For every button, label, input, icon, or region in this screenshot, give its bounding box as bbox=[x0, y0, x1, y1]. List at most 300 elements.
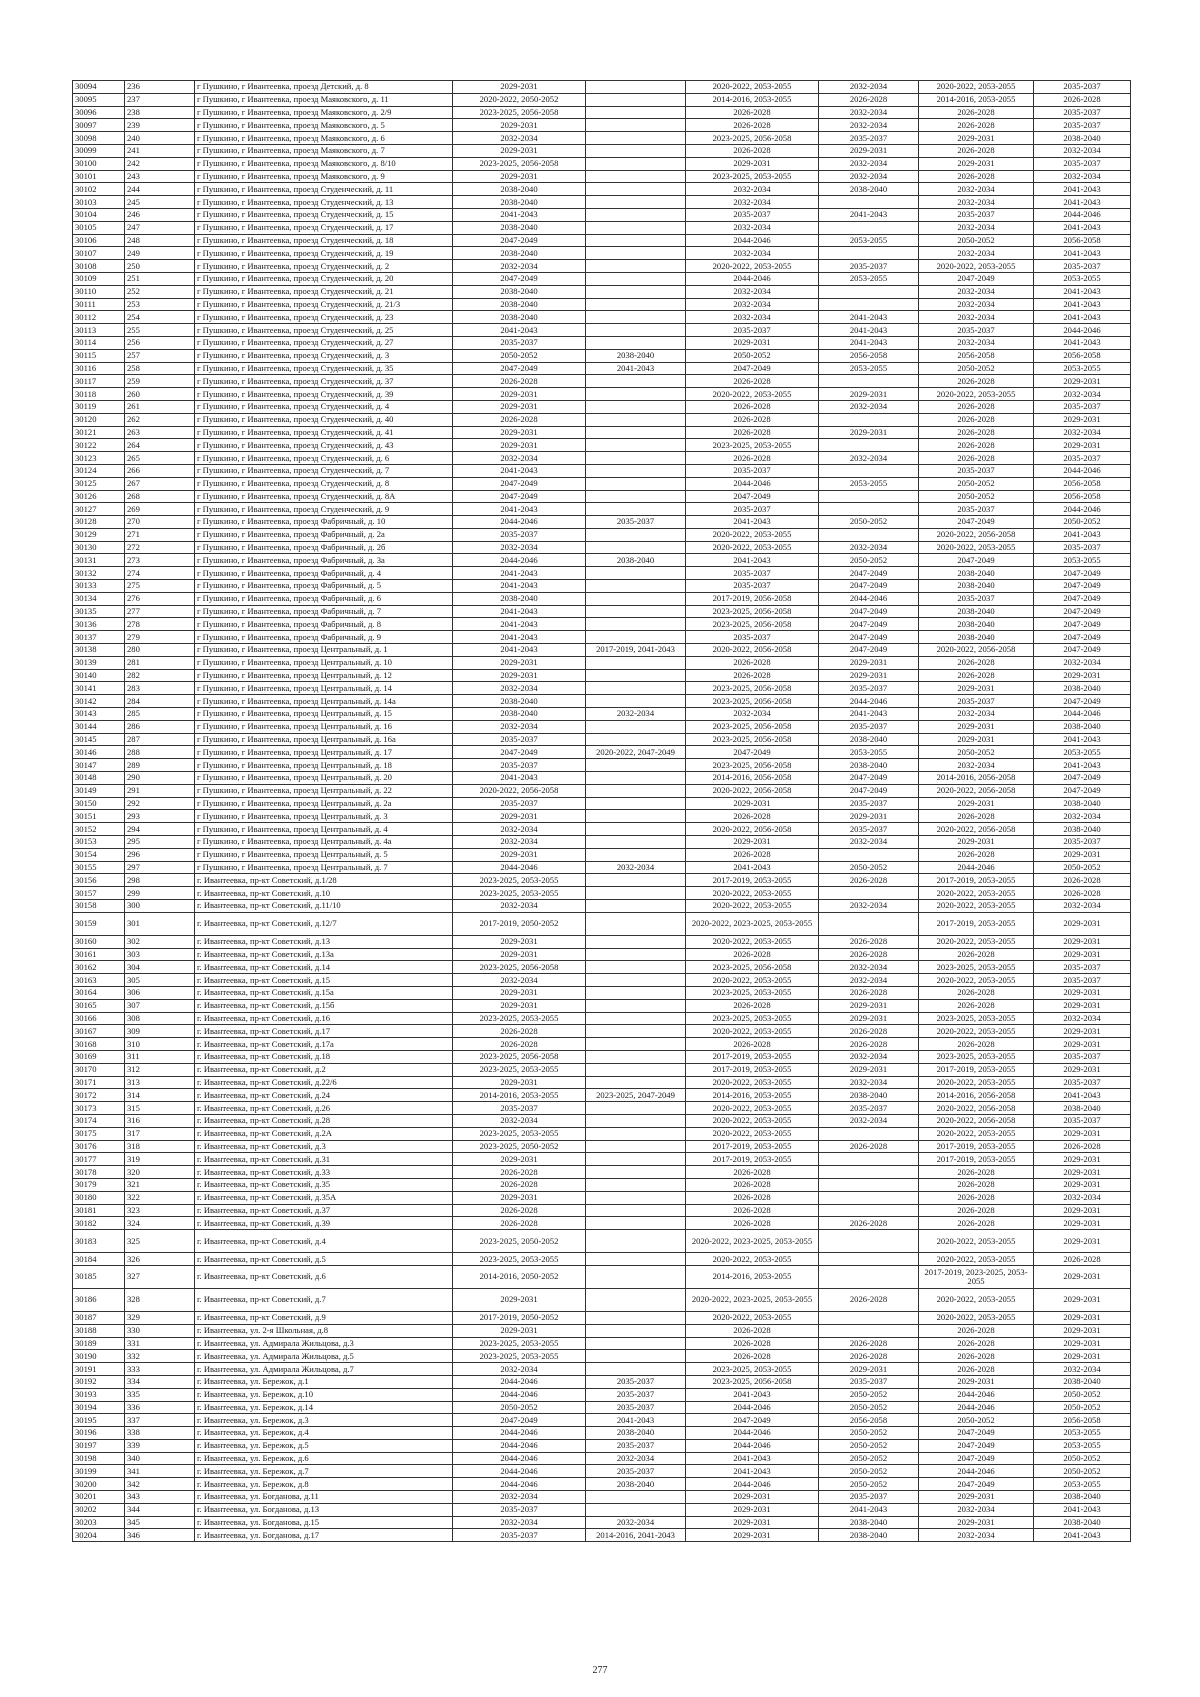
cell-id: 30193 bbox=[73, 1388, 125, 1401]
cell-addr: г. Ивантеевка, пр-кт Советский, д.35 bbox=[195, 1178, 453, 1191]
cell-n: 308 bbox=[125, 1012, 195, 1025]
table-row bbox=[73, 999, 1131, 1012]
cell-n: 255 bbox=[125, 324, 195, 337]
cell-addr: г. Ивантеевка, пр-кт Советский, д.14 bbox=[195, 961, 453, 974]
cell-c1: 2047-2049 bbox=[453, 362, 586, 375]
cell-c3: 2026-2028 bbox=[686, 1217, 819, 1230]
cell-addr: г Пушкино, г Ивантеевка, проезд Центральный, д. 1 bbox=[195, 644, 453, 657]
cell-id: 30204 bbox=[73, 1529, 125, 1542]
cell-c5: 2029-2031 bbox=[919, 682, 1034, 695]
cell-c5: 2026-2028 bbox=[919, 1337, 1034, 1350]
cell-c4: 2032-2034 bbox=[819, 106, 919, 119]
cell-id: 30194 bbox=[73, 1401, 125, 1414]
cell-addr: г Пушкино, г Ивантеевка, проезд Студенческий, д. 8 bbox=[195, 477, 453, 490]
cell-n: 249 bbox=[125, 247, 195, 260]
cell-c3: 2035-2037 bbox=[686, 208, 819, 221]
cell-c2 bbox=[586, 388, 686, 401]
table-body bbox=[73, 81, 1131, 1542]
cell-c2 bbox=[586, 1230, 686, 1253]
cell-id: 30179 bbox=[73, 1178, 125, 1191]
cell-c3: 2026-2028 bbox=[686, 948, 819, 961]
cell-c4 bbox=[819, 285, 919, 298]
cell-n: 298 bbox=[125, 874, 195, 887]
cell-c3: 2041-2043 bbox=[686, 1465, 819, 1478]
cell-c5: 2026-2028 bbox=[919, 400, 1034, 413]
cell-n: 337 bbox=[125, 1414, 195, 1427]
cell-c4: 2029-2031 bbox=[819, 144, 919, 157]
cell-c6: 2029-2031 bbox=[1034, 935, 1131, 948]
cell-id: 30107 bbox=[73, 247, 125, 260]
cell-n: 282 bbox=[125, 669, 195, 682]
cell-c3: 2026-2028 bbox=[686, 144, 819, 157]
cell-c5: 2020-2022, 2053-2055 bbox=[919, 1076, 1034, 1089]
cell-c6: 2041-2043 bbox=[1034, 285, 1131, 298]
cell-c4: 2056-2058 bbox=[819, 1414, 919, 1427]
cell-id: 30102 bbox=[73, 183, 125, 196]
cell-c3: 2026-2028 bbox=[686, 400, 819, 413]
cell-id: 30160 bbox=[73, 935, 125, 948]
cell-c1: 2044-2046 bbox=[453, 1465, 586, 1478]
cell-n: 276 bbox=[125, 592, 195, 605]
cell-id: 30159 bbox=[73, 912, 125, 935]
cell-c1: 2032-2034 bbox=[453, 452, 586, 465]
cell-id: 30176 bbox=[73, 1140, 125, 1153]
cell-c4: 2035-2037 bbox=[819, 260, 919, 273]
cell-c6: 2035-2037 bbox=[1034, 81, 1131, 94]
cell-c1: 2029-2031 bbox=[453, 81, 586, 94]
cell-c6: 2041-2043 bbox=[1034, 528, 1131, 541]
cell-c1: 2047-2049 bbox=[453, 234, 586, 247]
cell-c4: 2026-2028 bbox=[819, 1025, 919, 1038]
cell-addr: г Пушкино, г Ивантеевка, проезд Маяковского, д. 6 bbox=[195, 132, 453, 145]
cell-c5: 2026-2028 bbox=[919, 1217, 1034, 1230]
cell-c2 bbox=[586, 631, 686, 644]
cell-c3: 2032-2034 bbox=[686, 196, 819, 209]
cell-addr: г Пушкино, г Ивантеевка, проезд Центральный, д. 18 bbox=[195, 759, 453, 772]
cell-c5: 2032-2034 bbox=[919, 196, 1034, 209]
cell-id: 30190 bbox=[73, 1350, 125, 1363]
cell-c5: 2032-2034 bbox=[919, 708, 1034, 721]
cell-c1: 2029-2031 bbox=[453, 848, 586, 861]
cell-c3: 2020-2022, 2053-2055 bbox=[686, 1025, 819, 1038]
cell-c3: 2026-2028 bbox=[686, 656, 819, 669]
table-row bbox=[73, 682, 1131, 695]
cell-id: 30202 bbox=[73, 1503, 125, 1516]
cell-id: 30109 bbox=[73, 272, 125, 285]
cell-id: 30192 bbox=[73, 1375, 125, 1388]
cell-addr: г. Ивантеевка, пр-кт Советский, д.13а bbox=[195, 948, 453, 961]
cell-id: 30158 bbox=[73, 900, 125, 913]
table-row bbox=[73, 1452, 1131, 1465]
cell-c5: 2020-2022, 2056-2058 bbox=[919, 528, 1034, 541]
cell-id: 30127 bbox=[73, 503, 125, 516]
cell-c5: 2020-2022, 2056-2058 bbox=[919, 1102, 1034, 1115]
table-row bbox=[73, 170, 1131, 183]
cell-c1: 2041-2043 bbox=[453, 605, 586, 618]
cell-id: 30198 bbox=[73, 1452, 125, 1465]
cell-c3: 2044-2046 bbox=[686, 1401, 819, 1414]
table-row bbox=[73, 1102, 1131, 1115]
cell-c6: 2032-2034 bbox=[1034, 388, 1131, 401]
cell-c4: 2050-2052 bbox=[819, 861, 919, 874]
cell-c4: 2029-2031 bbox=[819, 656, 919, 669]
cell-c2 bbox=[586, 1253, 686, 1266]
cell-c3: 2044-2046 bbox=[686, 1427, 819, 1440]
table-row bbox=[73, 912, 1131, 935]
cell-c5: 2014-2016, 2056-2058 bbox=[919, 772, 1034, 785]
table-row bbox=[73, 477, 1131, 490]
cell-c4: 2041-2043 bbox=[819, 336, 919, 349]
cell-addr: г Пушкино, г Ивантеевка, проезд Фабричный, д. 6 bbox=[195, 592, 453, 605]
cell-c6: 2047-2049 bbox=[1034, 631, 1131, 644]
table-row bbox=[73, 234, 1131, 247]
cell-id: 30131 bbox=[73, 554, 125, 567]
cell-c3: 2023-2025, 2056-2058 bbox=[686, 605, 819, 618]
cell-c2: 2038-2040 bbox=[586, 554, 686, 567]
cell-addr: г. Ивантеевка, пр-кт Советский, д.3 bbox=[195, 1140, 453, 1153]
cell-id: 30103 bbox=[73, 196, 125, 209]
cell-c4: 2029-2031 bbox=[819, 669, 919, 682]
cell-n: 332 bbox=[125, 1350, 195, 1363]
cell-c3: 2020-2022, 2023-2025, 2053-2055 bbox=[686, 1230, 819, 1253]
cell-c4: 2050-2052 bbox=[819, 1401, 919, 1414]
cell-c4: 2047-2049 bbox=[819, 618, 919, 631]
cell-addr: г Пушкино, г Ивантеевка, проезд Фабричный, д. 7 bbox=[195, 605, 453, 618]
cell-addr: г Пушкино, г Ивантеевка, проезд Студенческий, д. 13 bbox=[195, 196, 453, 209]
table-row bbox=[73, 784, 1131, 797]
page-number: 277 bbox=[592, 1665, 608, 1676]
cell-c6: 2053-2055 bbox=[1034, 272, 1131, 285]
cell-c4: 2035-2037 bbox=[819, 1491, 919, 1504]
cell-c2 bbox=[586, 1114, 686, 1127]
cell-c5: 2047-2049 bbox=[919, 1439, 1034, 1452]
cell-c1: 2035-2037 bbox=[453, 1503, 586, 1516]
cell-c4: 2041-2043 bbox=[819, 324, 919, 337]
cell-c5: 2017-2019, 2053-2055 bbox=[919, 874, 1034, 887]
cell-addr: г. Ивантеевка, пр-кт Советский, д.15 bbox=[195, 974, 453, 987]
cell-n: 237 bbox=[125, 93, 195, 106]
cell-c2 bbox=[586, 733, 686, 746]
cell-c5: 2032-2034 bbox=[919, 759, 1034, 772]
cell-c1: 2038-2040 bbox=[453, 695, 586, 708]
cell-c2 bbox=[586, 900, 686, 913]
cell-id: 30137 bbox=[73, 631, 125, 644]
cell-c4 bbox=[819, 1178, 919, 1191]
cell-id: 30141 bbox=[73, 682, 125, 695]
cell-addr: г. Ивантеевка, пр-кт Советский, д.10 bbox=[195, 887, 453, 900]
cell-id: 30140 bbox=[73, 669, 125, 682]
cell-c1: 2035-2037 bbox=[453, 528, 586, 541]
cell-c5: 2020-2022, 2053-2055 bbox=[919, 1230, 1034, 1253]
table-row bbox=[73, 631, 1131, 644]
cell-c6: 2053-2055 bbox=[1034, 362, 1131, 375]
cell-c2 bbox=[586, 375, 686, 388]
cell-c4: 2038-2040 bbox=[819, 1516, 919, 1529]
cell-addr: г. Ивантеевка, ул. Бережок, д.3 bbox=[195, 1414, 453, 1427]
cell-c2 bbox=[586, 324, 686, 337]
cell-c3: 2023-2025, 2056-2058 bbox=[686, 759, 819, 772]
cell-c3: 2026-2028 bbox=[686, 1166, 819, 1179]
table-row bbox=[73, 618, 1131, 631]
cell-n: 241 bbox=[125, 144, 195, 157]
cell-n: 330 bbox=[125, 1324, 195, 1337]
table-row bbox=[73, 1288, 1131, 1311]
cell-id: 30108 bbox=[73, 260, 125, 273]
cell-c2: 2035-2037 bbox=[586, 1465, 686, 1478]
cell-n: 312 bbox=[125, 1063, 195, 1076]
table-row bbox=[73, 1076, 1131, 1089]
cell-id: 30115 bbox=[73, 349, 125, 362]
cell-c4: 2050-2052 bbox=[819, 1427, 919, 1440]
cell-c2 bbox=[586, 1076, 686, 1089]
cell-c5: 2050-2052 bbox=[919, 746, 1034, 759]
table-row bbox=[73, 720, 1131, 733]
cell-addr: г Пушкино, г Ивантеевка, проезд Студенческий, д. 20 bbox=[195, 272, 453, 285]
cell-c4: 2038-2040 bbox=[819, 759, 919, 772]
cell-n: 326 bbox=[125, 1253, 195, 1266]
cell-n: 289 bbox=[125, 759, 195, 772]
cell-c1: 2044-2046 bbox=[453, 1452, 586, 1465]
cell-c2 bbox=[586, 490, 686, 503]
cell-c6: 2029-2031 bbox=[1034, 439, 1131, 452]
cell-c5: 2026-2028 bbox=[919, 1178, 1034, 1191]
cell-c1: 2047-2049 bbox=[453, 272, 586, 285]
cell-c6: 2056-2058 bbox=[1034, 477, 1131, 490]
cell-c4: 2050-2052 bbox=[819, 1465, 919, 1478]
cell-c3: 2041-2043 bbox=[686, 1388, 819, 1401]
cell-c1: 2026-2028 bbox=[453, 1178, 586, 1191]
cell-n: 283 bbox=[125, 682, 195, 695]
cell-addr: г. Ивантеевка, пр-кт Советский, д.17а bbox=[195, 1038, 453, 1051]
table-row bbox=[73, 516, 1131, 529]
cell-c3: 2047-2049 bbox=[686, 490, 819, 503]
cell-n: 306 bbox=[125, 986, 195, 999]
cell-c6: 2050-2052 bbox=[1034, 861, 1131, 874]
cell-c5: 2020-2022, 2053-2055 bbox=[919, 388, 1034, 401]
cell-n: 305 bbox=[125, 974, 195, 987]
cell-c4 bbox=[819, 1230, 919, 1253]
cell-c5: 2020-2022, 2056-2058 bbox=[919, 1114, 1034, 1127]
cell-addr: г Пушкино, г Ивантеевка, проезд Фабричный, д. 8 bbox=[195, 618, 453, 631]
cell-n: 293 bbox=[125, 810, 195, 823]
cell-c3: 2023-2025, 2053-2055 bbox=[686, 986, 819, 999]
cell-id: 30185 bbox=[73, 1265, 125, 1288]
table-row bbox=[73, 1253, 1131, 1266]
cell-c3: 2032-2034 bbox=[686, 221, 819, 234]
table-row bbox=[73, 656, 1131, 669]
cell-c6: 2053-2055 bbox=[1034, 1439, 1131, 1452]
cell-c6: 2029-2031 bbox=[1034, 1288, 1131, 1311]
table-row bbox=[73, 336, 1131, 349]
cell-c1: 2023-2025, 2053-2055 bbox=[453, 1337, 586, 1350]
cell-c1: 2035-2037 bbox=[453, 1529, 586, 1542]
cell-c1: 2047-2049 bbox=[453, 490, 586, 503]
cell-c1: 2023-2025, 2053-2055 bbox=[453, 1253, 586, 1266]
cell-c6: 2032-2034 bbox=[1034, 1363, 1131, 1376]
cell-c4: 2026-2028 bbox=[819, 1288, 919, 1311]
cell-c6: 2047-2049 bbox=[1034, 605, 1131, 618]
cell-c6: 2029-2031 bbox=[1034, 986, 1131, 999]
cell-c3: 2017-2019, 2053-2055 bbox=[686, 1050, 819, 1063]
table-row bbox=[73, 157, 1131, 170]
cell-id: 30197 bbox=[73, 1439, 125, 1452]
cell-c4: 2038-2040 bbox=[819, 183, 919, 196]
cell-n: 239 bbox=[125, 119, 195, 132]
cell-c1: 2044-2046 bbox=[453, 1439, 586, 1452]
cell-c5: 2026-2028 bbox=[919, 1191, 1034, 1204]
cell-c5: 2020-2022, 2053-2055 bbox=[919, 935, 1034, 948]
table-row bbox=[73, 746, 1131, 759]
cell-id: 30136 bbox=[73, 618, 125, 631]
cell-n: 252 bbox=[125, 285, 195, 298]
cell-c1: 2023-2025, 2053-2055 bbox=[453, 1127, 586, 1140]
cell-id: 30155 bbox=[73, 861, 125, 874]
cell-c6: 2038-2040 bbox=[1034, 132, 1131, 145]
cell-addr: г. Ивантеевка, пр-кт Советский, д.2А bbox=[195, 1127, 453, 1140]
cell-c4 bbox=[819, 912, 919, 935]
cell-c5: 2026-2028 bbox=[919, 106, 1034, 119]
cell-c2 bbox=[586, 1178, 686, 1191]
cell-id: 30099 bbox=[73, 144, 125, 157]
cell-c1: 2029-2031 bbox=[453, 1076, 586, 1089]
cell-c1: 2026-2028 bbox=[453, 413, 586, 426]
cell-n: 270 bbox=[125, 516, 195, 529]
table-row bbox=[73, 861, 1131, 874]
cell-c5: 2017-2019, 2053-2055 bbox=[919, 912, 1034, 935]
cell-addr: г. Ивантеевка, пр-кт Советский, д.24 bbox=[195, 1089, 453, 1102]
cell-addr: г. Ивантеевка, пр-кт Советский, д.15а bbox=[195, 986, 453, 999]
cell-c3: 2020-2022, 2056-2058 bbox=[686, 644, 819, 657]
cell-c6: 2041-2043 bbox=[1034, 1089, 1131, 1102]
cell-n: 244 bbox=[125, 183, 195, 196]
cell-c3: 2020-2022, 2053-2055 bbox=[686, 388, 819, 401]
cell-addr: г Пушкино, г Ивантеевка, проезд Студенческий, д. 3 bbox=[195, 349, 453, 362]
cell-c4: 2029-2031 bbox=[819, 388, 919, 401]
cell-c4: 2032-2034 bbox=[819, 400, 919, 413]
cell-c5: 2020-2022, 2053-2055 bbox=[919, 974, 1034, 987]
cell-addr: г Пушкино, г Ивантеевка, проезд Фабричный, д. 10 bbox=[195, 516, 453, 529]
cell-c2 bbox=[586, 720, 686, 733]
cell-c4: 2053-2055 bbox=[819, 477, 919, 490]
cell-id: 30106 bbox=[73, 234, 125, 247]
cell-id: 30122 bbox=[73, 439, 125, 452]
cell-c2 bbox=[586, 1217, 686, 1230]
cell-c1: 2026-2028 bbox=[453, 1025, 586, 1038]
cell-c6: 2053-2055 bbox=[1034, 554, 1131, 567]
cell-c5: 2020-2022, 2053-2055 bbox=[919, 260, 1034, 273]
cell-c5: 2026-2028 bbox=[919, 810, 1034, 823]
table-row bbox=[73, 490, 1131, 503]
cell-c3: 2044-2046 bbox=[686, 234, 819, 247]
cell-c3: 2020-2022, 2053-2055 bbox=[686, 1311, 819, 1324]
table-row bbox=[73, 1388, 1131, 1401]
cell-c5: 2026-2028 bbox=[919, 144, 1034, 157]
cell-c2 bbox=[586, 580, 686, 593]
table-row bbox=[73, 772, 1131, 785]
cell-c2 bbox=[586, 961, 686, 974]
cell-id: 30147 bbox=[73, 759, 125, 772]
cell-c5: 2032-2034 bbox=[919, 298, 1034, 311]
cell-c5: 2050-2052 bbox=[919, 234, 1034, 247]
cell-c2 bbox=[586, 1288, 686, 1311]
cell-c6: 2029-2031 bbox=[1034, 1127, 1131, 1140]
cell-id: 30203 bbox=[73, 1516, 125, 1529]
cell-c3: 2044-2046 bbox=[686, 1439, 819, 1452]
cell-c3: 2020-2022, 2053-2055 bbox=[686, 900, 819, 913]
cell-c2 bbox=[586, 311, 686, 324]
cell-c4: 2038-2040 bbox=[819, 733, 919, 746]
cell-c3: 2026-2028 bbox=[686, 999, 819, 1012]
cell-c6: 2041-2043 bbox=[1034, 1503, 1131, 1516]
cell-c5: 2026-2028 bbox=[919, 948, 1034, 961]
cell-c2: 2035-2037 bbox=[586, 1375, 686, 1388]
cell-c2: 2038-2040 bbox=[586, 1427, 686, 1440]
cell-addr: г. Ивантеевка, ул. Бережок, д.10 bbox=[195, 1388, 453, 1401]
cell-id: 30101 bbox=[73, 170, 125, 183]
cell-n: 286 bbox=[125, 720, 195, 733]
table-row bbox=[73, 1414, 1131, 1427]
cell-c6: 2038-2040 bbox=[1034, 1375, 1131, 1388]
cell-n: 264 bbox=[125, 439, 195, 452]
cell-c2 bbox=[586, 1153, 686, 1166]
cell-c1: 2029-2031 bbox=[453, 1324, 586, 1337]
cell-c5: 2017-2019, 2023-2025, 2053-2055 bbox=[919, 1265, 1034, 1288]
cell-c3: 2044-2046 bbox=[686, 477, 819, 490]
cell-c2 bbox=[586, 260, 686, 273]
cell-c2: 2020-2022, 2047-2049 bbox=[586, 746, 686, 759]
table-row bbox=[73, 759, 1131, 772]
cell-n: 313 bbox=[125, 1076, 195, 1089]
table-row bbox=[73, 183, 1131, 196]
cell-addr: г. Ивантеевка, ул. Бережок, д.8 bbox=[195, 1478, 453, 1491]
cell-id: 30183 bbox=[73, 1230, 125, 1253]
cell-c3: 2026-2028 bbox=[686, 1178, 819, 1191]
cell-n: 268 bbox=[125, 490, 195, 503]
cell-c2 bbox=[586, 999, 686, 1012]
table-row bbox=[73, 644, 1131, 657]
cell-c5: 2014-2016, 2056-2058 bbox=[919, 1089, 1034, 1102]
cell-c1: 2038-2040 bbox=[453, 592, 586, 605]
table-row bbox=[73, 388, 1131, 401]
table-row bbox=[73, 1025, 1131, 1038]
cell-c3: 2044-2046 bbox=[686, 272, 819, 285]
cell-addr: г Пушкино, г Ивантеевка, проезд Студенческий, д. 2 bbox=[195, 260, 453, 273]
cell-n: 240 bbox=[125, 132, 195, 145]
cell-c1: 2041-2043 bbox=[453, 772, 586, 785]
cell-c6: 2035-2037 bbox=[1034, 836, 1131, 849]
cell-c3: 2029-2031 bbox=[686, 336, 819, 349]
cell-c1: 2023-2025, 2050-2052 bbox=[453, 1140, 586, 1153]
cell-c6: 2038-2040 bbox=[1034, 1516, 1131, 1529]
table-row bbox=[73, 948, 1131, 961]
cell-id: 30178 bbox=[73, 1166, 125, 1179]
cell-c4: 2032-2034 bbox=[819, 157, 919, 170]
cell-c6: 2050-2052 bbox=[1034, 1465, 1131, 1478]
cell-n: 325 bbox=[125, 1230, 195, 1253]
table-row bbox=[73, 1140, 1131, 1153]
cell-c1: 2029-2031 bbox=[453, 388, 586, 401]
cell-c6: 2026-2028 bbox=[1034, 1140, 1131, 1153]
cell-id: 30138 bbox=[73, 644, 125, 657]
cell-n: 318 bbox=[125, 1140, 195, 1153]
cell-c6: 2029-2031 bbox=[1034, 999, 1131, 1012]
cell-c4: 2047-2049 bbox=[819, 772, 919, 785]
cell-c1: 2029-2031 bbox=[453, 144, 586, 157]
table-row bbox=[73, 900, 1131, 913]
cell-c4: 2041-2043 bbox=[819, 1503, 919, 1516]
cell-c6: 2035-2037 bbox=[1034, 541, 1131, 554]
cell-addr: г Пушкино, г Ивантеевка, проезд Студенческий, д. 35 bbox=[195, 362, 453, 375]
